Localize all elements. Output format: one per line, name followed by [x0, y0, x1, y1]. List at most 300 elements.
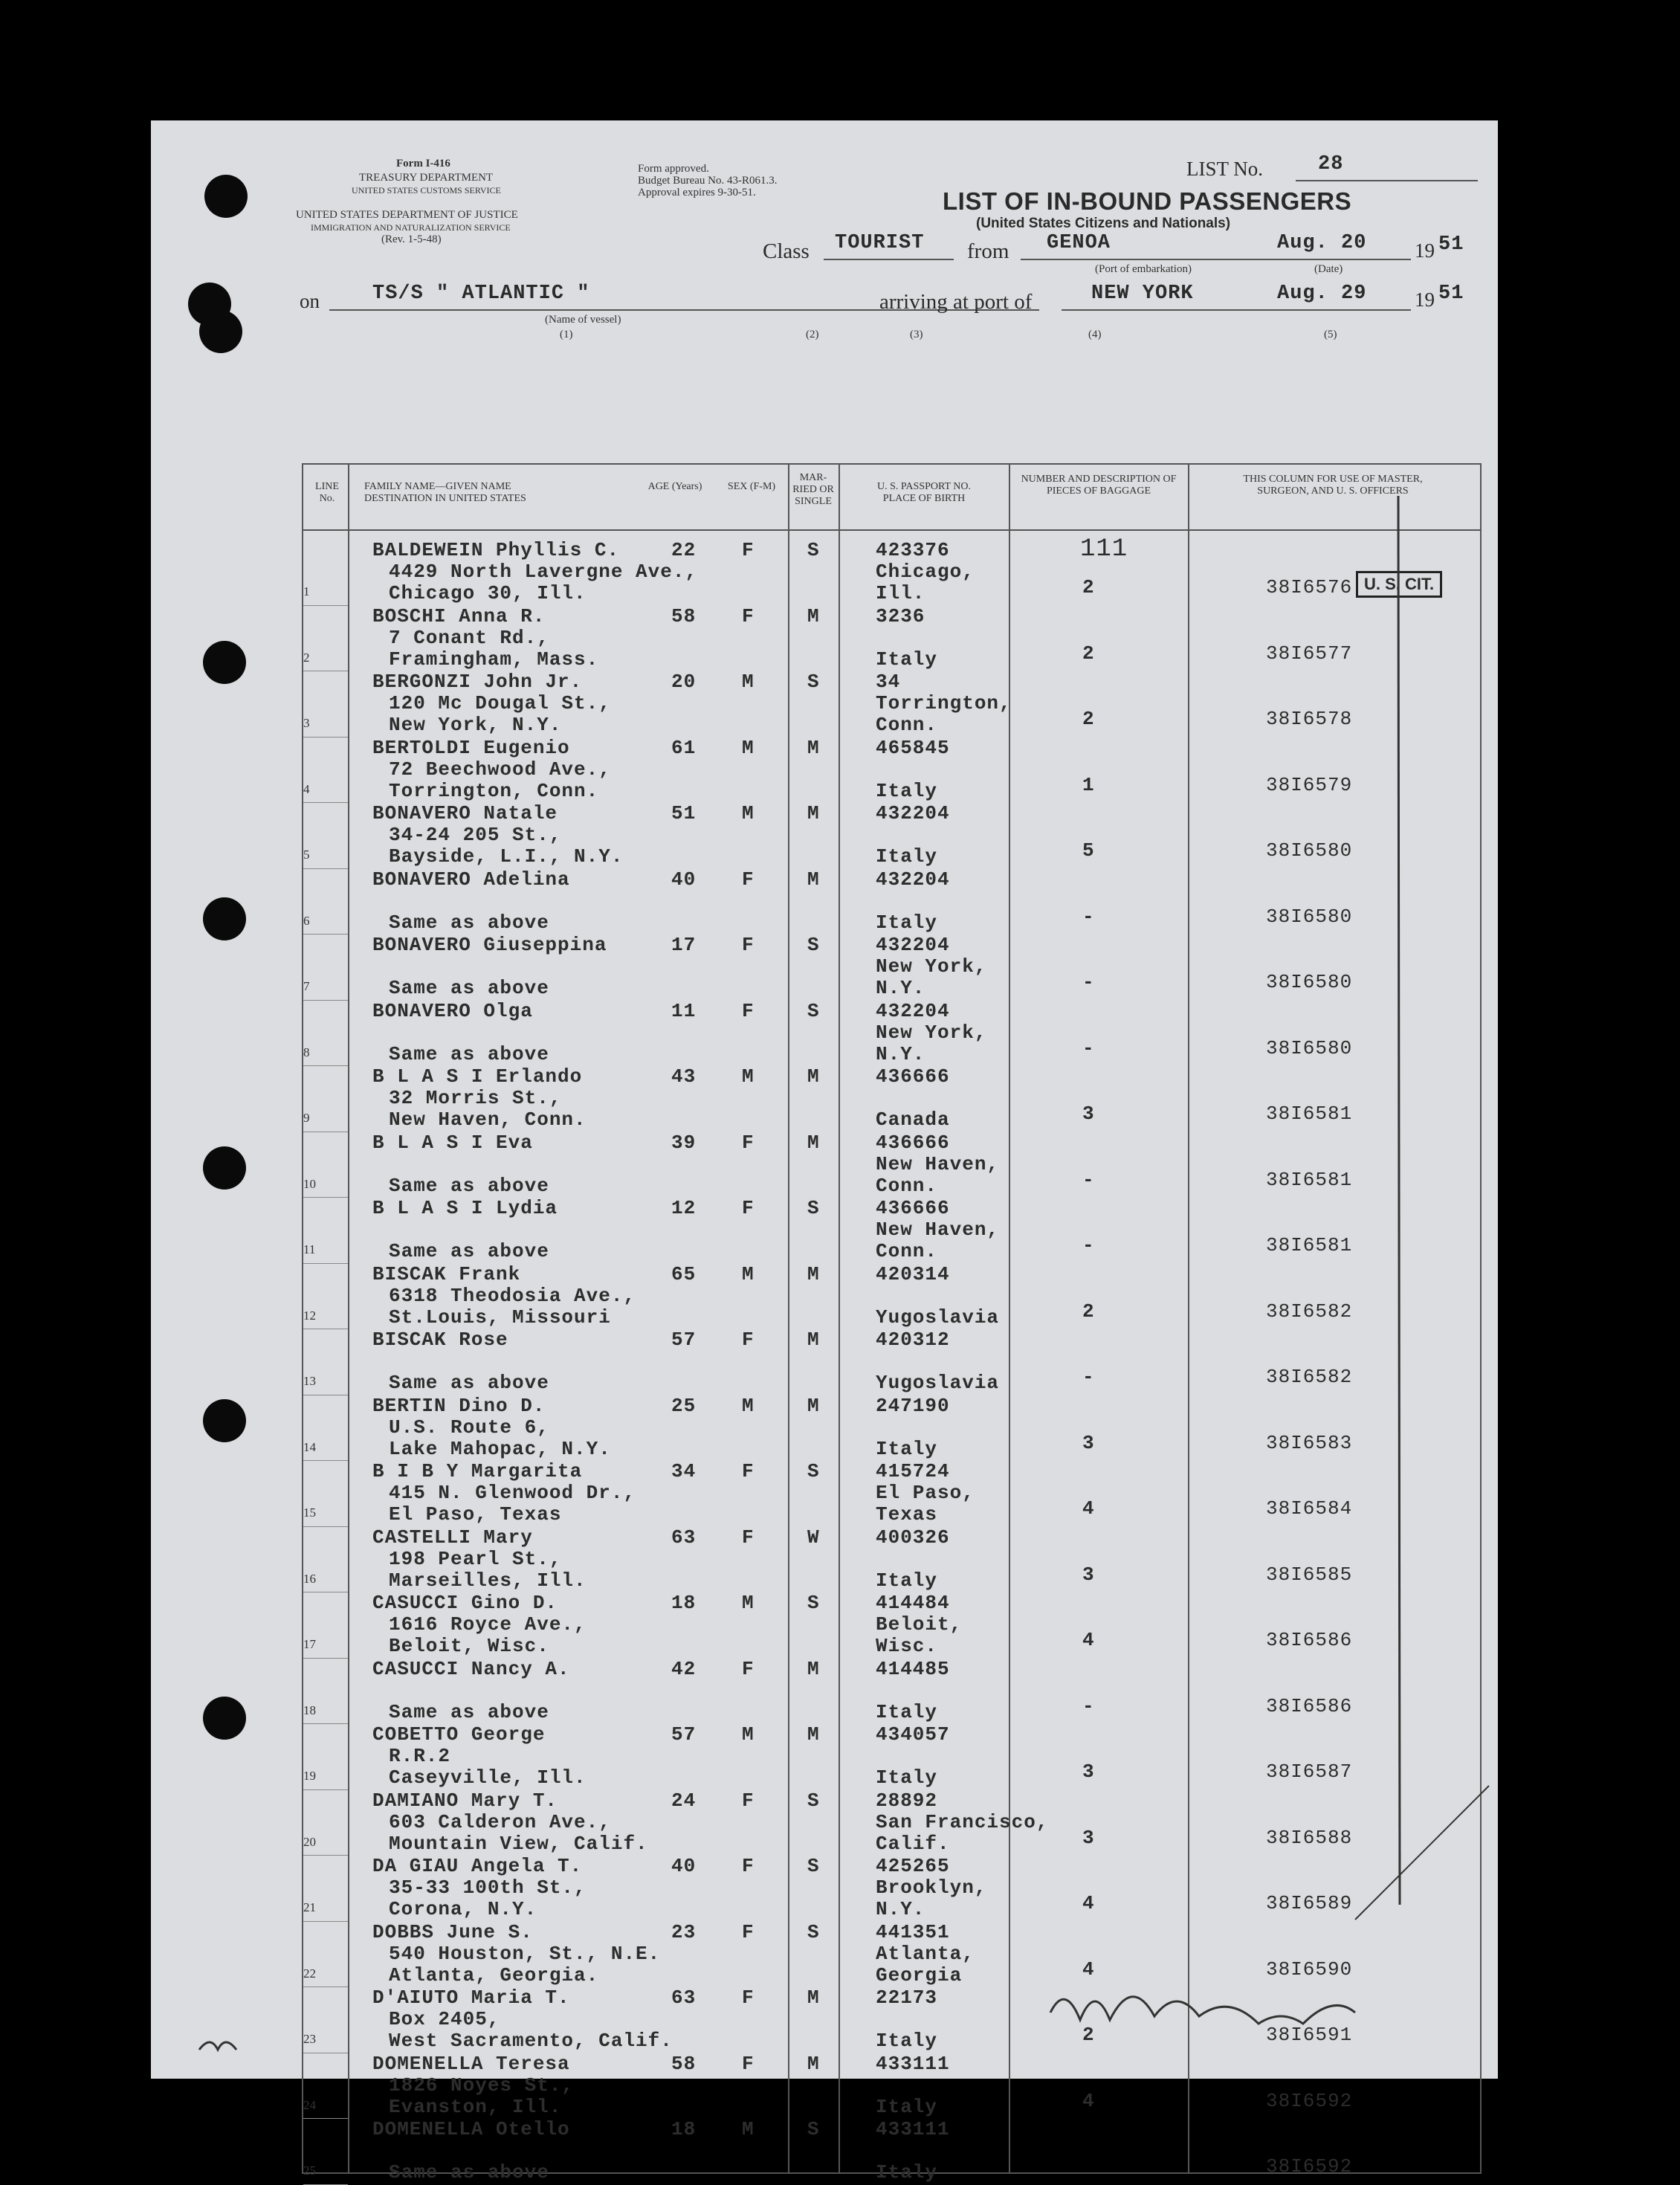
officer-number: 38I6590 — [1266, 1958, 1353, 1981]
passport-number: 400326 — [876, 1526, 950, 1549]
marital-status: S — [807, 1460, 820, 1482]
officer-number: 38I6588 — [1266, 1826, 1353, 1849]
departure-date: Aug. 20 — [1277, 232, 1367, 254]
line-number: 1 — [303, 584, 310, 598]
baggage-count: 1 — [1082, 773, 1095, 796]
passenger-name: DOMENELLA Teresa — [372, 2052, 570, 2075]
officer-number: 38I6580 — [1266, 1036, 1353, 1059]
passport-number: 436666 — [876, 1065, 950, 1088]
line-number: 15 — [303, 1505, 316, 1520]
passenger-name: BISCAK Rose — [372, 1329, 508, 1351]
marital-status: M — [807, 1723, 820, 1746]
birthplace-line-2: Ill. — [876, 582, 925, 604]
birthplace-line-1: Beloit, — [876, 1613, 963, 1636]
passenger-name: BALDEWEIN Phyllis C. — [372, 539, 620, 561]
arrival-port: NEW YORK — [1091, 283, 1194, 305]
destination-line-2: Atlanta, Georgia. — [389, 1963, 599, 1986]
line-number: 17 — [303, 1637, 316, 1651]
destination-line-2: St.Louis, Missouri — [389, 1305, 611, 1329]
list-no-label: LIST No. — [1186, 158, 1264, 180]
col-num-2: (2) — [806, 329, 819, 341]
customs-service: UNITED STATES CUSTOMS SERVICE — [352, 185, 501, 196]
baggage-count: - — [1082, 1036, 1095, 1059]
passenger-age: 61 — [671, 736, 697, 759]
line-number: 18 — [303, 1703, 316, 1717]
marital-status: S — [807, 1920, 820, 1943]
passenger-age: 17 — [671, 934, 697, 956]
vessel-name: TS/S " ATLANTIC " — [372, 283, 590, 305]
passenger-sex: M — [742, 1262, 755, 1285]
destination-line-1: 540 Houston, St., N.E. — [389, 1942, 661, 1965]
marital-status: S — [807, 2118, 820, 2140]
marital-status: M — [807, 1329, 820, 1351]
line-number: 8 — [303, 1045, 310, 1059]
passenger-name: CASUCCI Gino D. — [372, 1592, 558, 1614]
birthplace-line-1: New Haven, — [876, 1152, 1000, 1175]
birthplace-line-2: Yugoslavia — [876, 1305, 1000, 1329]
destination-line-2: Same as above — [389, 2161, 549, 2184]
baggage-count: - — [1082, 905, 1095, 928]
line-number: 24 — [303, 2097, 316, 2112]
birthplace-line-2: N.Y. — [876, 1042, 925, 1065]
officer-number: 38I6586 — [1266, 1694, 1353, 1717]
passenger-name: DOMENELLA Otello — [372, 2118, 570, 2140]
birthplace-line-2: Italy — [876, 2030, 938, 2052]
marital-status: S — [807, 934, 820, 956]
officer-number: 38I6581 — [1266, 1168, 1353, 1191]
marital-status: M — [807, 1657, 820, 1680]
passport-number: 423376 — [876, 539, 950, 561]
destination-line-1: 120 Mc Dougal St., — [389, 692, 611, 714]
birthplace-line-2: Italy — [876, 1700, 938, 1723]
passport-number: 432204 — [876, 868, 950, 891]
birthplace-line-1: New York, — [876, 1021, 987, 1044]
birthplace-line-2: Italy — [876, 648, 938, 671]
port-embark-caption: (Port of embarkation) — [1095, 263, 1192, 275]
birthplace-line-2: Conn. — [876, 1240, 938, 1262]
passenger-name: BERGONZI John Jr. — [372, 671, 583, 693]
year2-prefix: 19 — [1415, 288, 1435, 311]
passenger-age: 39 — [671, 1131, 697, 1154]
passenger-name: BISCAK Frank — [372, 1262, 521, 1285]
passenger-sex: F — [742, 1460, 755, 1482]
marital-status: M — [807, 2052, 820, 2075]
passport-number: 436666 — [876, 1131, 950, 1154]
baggage-count: 4 — [1082, 1892, 1095, 1914]
class-label: Class — [763, 239, 810, 263]
passenger-sex: M — [742, 802, 755, 824]
year1-prefix: 19 — [1415, 239, 1435, 262]
birthplace-line-1: New York, — [876, 955, 987, 978]
passenger-sex: F — [742, 868, 755, 891]
col-head-name: FAMILY NAME—GIVEN NAME DESTINATION IN UNITED STATES — [364, 481, 526, 504]
baggage-count: 2 — [1082, 2024, 1095, 2046]
line-number: 20 — [303, 1834, 316, 1849]
passenger-sex: F — [742, 1131, 755, 1154]
passenger-age: 25 — [671, 1394, 697, 1417]
year1-value: 51 — [1438, 233, 1464, 256]
birthplace-line-1: New Haven, — [876, 1219, 1000, 1241]
officer-number: 38I6580 — [1266, 971, 1353, 993]
birthplace-line-2: Calif. — [876, 1832, 950, 1855]
birthplace-line-2: N.Y. — [876, 977, 925, 999]
birthplace-line-2: Georgia — [876, 1963, 963, 1986]
passenger-age: 63 — [671, 1986, 697, 2009]
passenger-name: B I B Y Margarita — [372, 1460, 583, 1482]
passport-number: 420312 — [876, 1329, 950, 1351]
line-number: 4 — [303, 781, 310, 796]
birthplace-line-1: Torrington, — [876, 692, 1012, 714]
passenger-sex: M — [742, 671, 755, 693]
marital-status: S — [807, 1855, 820, 1877]
destination-line-2: Same as above — [389, 977, 549, 999]
passenger-name: CASUCCI Nancy A. — [372, 1657, 570, 1680]
line-number: 6 — [303, 913, 310, 928]
passenger-sex: F — [742, 604, 755, 627]
passport-number: 22173 — [876, 1986, 938, 2009]
marital-status: M — [807, 1986, 820, 2009]
baggage-count: 4 — [1082, 1629, 1095, 1651]
baggage-count: - — [1082, 1168, 1095, 1191]
birthplace-line-2: Italy — [876, 1569, 938, 1592]
destination-line-2: Lake Mahopac, N.Y. — [389, 1437, 611, 1460]
destination-line-1: 7 Conant Rd., — [389, 626, 549, 649]
treasury-dept: TREASURY DEPARTMENT — [359, 172, 494, 184]
passenger-age: 11 — [671, 999, 697, 1022]
passenger-age: 40 — [671, 1855, 697, 1877]
birthplace-line-2: Texas — [876, 1503, 938, 1526]
baggage-count: 2 — [1082, 708, 1095, 730]
passenger-sex: F — [742, 1789, 755, 1812]
passenger-sex: F — [742, 1329, 755, 1351]
passport-number: 433111 — [876, 2052, 950, 2075]
destination-line-2: Evanston, Ill. — [389, 2095, 562, 2118]
baggage-count: - — [1082, 1234, 1095, 1256]
passport-number: 414485 — [876, 1657, 950, 1680]
birthplace-line-2: Conn. — [876, 714, 938, 736]
line-number: 5 — [303, 848, 310, 862]
from-value: GENOA — [1047, 232, 1111, 254]
signature-scribble — [1050, 1997, 1355, 2024]
table-row — [303, 2119, 1480, 2185]
col-head-baggage: NUMBER AND DESCRIPTION OF PIECES OF BAGGAGE — [1021, 474, 1177, 497]
baggage-count: 4 — [1082, 2089, 1095, 2112]
marital-status: S — [807, 1197, 820, 1219]
passenger-name: B L A S I Eva — [372, 1131, 533, 1154]
passenger-sex: M — [742, 1592, 755, 1614]
passenger-sex: M — [742, 1723, 755, 1746]
birthplace-line-2: Italy — [876, 845, 938, 868]
destination-line-1: Box 2405, — [389, 2008, 500, 2030]
line-number: 12 — [303, 1308, 316, 1323]
destination-line-1: 415 N. Glenwood Dr., — [389, 1482, 636, 1504]
marital-status: S — [807, 1592, 820, 1614]
col-head-age: AGE (Years) — [647, 481, 702, 492]
destination-line-1: 34-24 205 St., — [389, 824, 562, 846]
officer-number: 38I6583 — [1266, 1431, 1353, 1454]
destination-line-2: Beloit, Wisc. — [389, 1635, 549, 1657]
baggage-count: 2 — [1082, 576, 1095, 598]
passport-number: 433111 — [876, 2118, 950, 2140]
passenger-name: DAMIANO Mary T. — [372, 1789, 558, 1812]
date-caption: (Date) — [1314, 263, 1343, 275]
passenger-age: 23 — [671, 1920, 697, 1943]
line-number: 11 — [303, 1242, 316, 1256]
baggage-count: 3 — [1082, 1103, 1095, 1125]
destination-line-2: New York, N.Y. — [389, 714, 562, 736]
passenger-name: DA GIAU Angela T. — [372, 1855, 583, 1877]
passenger-age: 43 — [671, 1065, 697, 1088]
destination-line-1: 1826 Noyes St., — [389, 2073, 575, 2097]
destination-line-2: Marseilles, Ill. — [389, 1569, 587, 1592]
marital-status: M — [807, 1394, 820, 1417]
officer-number: 38I6576 — [1266, 576, 1353, 598]
line-number: 14 — [303, 1439, 316, 1454]
passport-number: 414484 — [876, 1592, 950, 1614]
line-number: 23 — [303, 2032, 316, 2046]
baggage-count: 4 — [1082, 1497, 1095, 1520]
passenger-age: 20 — [671, 671, 697, 693]
marital-status: M — [807, 1065, 820, 1088]
officer-number: 38I6580 — [1266, 839, 1353, 862]
passport-number: 434057 — [876, 1723, 950, 1746]
col-head-passport: U. S. PASSPORT NO. PLACE OF BIRTH — [877, 481, 971, 504]
marital-status: M — [807, 604, 820, 627]
manifest-page — [151, 120, 1498, 2184]
line-number: 25 — [303, 2163, 316, 2178]
birthplace-line-2: Italy — [876, 911, 938, 934]
passenger-age: 58 — [671, 2052, 697, 2075]
form-revision: (Rev. 1-5-48) — [381, 233, 442, 245]
passport-number: 441351 — [876, 1920, 950, 1943]
col-head-married: MAR-RIED OR SINGLE — [792, 472, 834, 507]
justice-dept: UNITED STATES DEPARTMENT OF JUSTICE — [296, 209, 518, 221]
arrival-date: Aug. 29 — [1277, 283, 1367, 305]
passenger-name: BONAVERO Natale — [372, 802, 558, 824]
destination-line-1: 32 Morris St., — [389, 1087, 562, 1109]
col-head-line: LINE No. — [315, 481, 339, 504]
approval-expires: Approval expires 9-30-51. — [638, 187, 756, 199]
passenger-sex: M — [742, 2118, 755, 2140]
on-label: on — [300, 290, 320, 312]
birthplace-line-2: Italy — [876, 1766, 938, 1789]
manifest-subtitle: (United States Citizens and Nationals) — [976, 216, 1231, 231]
destination-line-2: Same as above — [389, 911, 549, 934]
baggage-count: 3 — [1082, 1563, 1095, 1586]
passport-number: 247190 — [876, 1394, 950, 1417]
marital-status: S — [807, 671, 820, 693]
passenger-name: COBETTO George — [372, 1723, 546, 1746]
passenger-age: 12 — [671, 1197, 697, 1219]
bracket-line — [1398, 496, 1400, 1905]
passenger-sex: F — [742, 1855, 755, 1877]
destination-line-1: 198 Pearl St., — [389, 1547, 562, 1570]
col-num-1: (1) — [560, 329, 573, 341]
passenger-age: 51 — [671, 802, 697, 824]
passenger-sex: F — [742, 2052, 755, 2075]
destination-line-2: Bayside, L.I., N.Y. — [389, 845, 624, 868]
baggage-count: - — [1082, 1694, 1095, 1717]
baggage-count: - — [1082, 1366, 1095, 1388]
officer-number: 38I6592 — [1266, 2089, 1353, 2112]
destination-line-2: Same as above — [389, 1240, 549, 1262]
birthplace-line-2: Italy — [876, 1437, 938, 1460]
passenger-name: BERTIN Dino D. — [372, 1394, 546, 1417]
line-number: 16 — [303, 1571, 316, 1586]
passenger-age: 40 — [671, 868, 697, 891]
passport-number: 3236 — [876, 604, 925, 627]
marital-status: W — [807, 1526, 820, 1549]
passenger-sex: F — [742, 1657, 755, 1680]
baggage-count: 3 — [1082, 1826, 1095, 1849]
passenger-age: 18 — [671, 2118, 697, 2140]
passenger-name: CASTELLI Mary — [372, 1526, 533, 1549]
destination-line-2: Same as above — [389, 1700, 549, 1723]
officer-number: 38I6580 — [1266, 905, 1353, 928]
passport-number: 432204 — [876, 934, 950, 956]
birthplace-line-1: Atlanta, — [876, 1942, 975, 1965]
officer-number: 38I6578 — [1266, 708, 1353, 730]
class-value: TOURIST — [835, 232, 925, 254]
birthplace-line-2: Italy — [876, 2161, 938, 2184]
arriving-label: arriving at port of — [879, 290, 1033, 314]
passport-number: 432204 — [876, 802, 950, 824]
destination-line-2: Mountain View, Calif. — [389, 1832, 648, 1855]
officer-number: 38I6586 — [1266, 1629, 1353, 1651]
line-number: 7 — [303, 979, 310, 993]
passenger-age: 34 — [671, 1460, 697, 1482]
destination-line-1: 72 Beechwood Ave., — [389, 758, 611, 781]
birthplace-line-2: Canada — [876, 1108, 950, 1131]
destination-line-1: 1616 Royce Ave., — [389, 1613, 587, 1636]
passenger-age: 18 — [671, 1592, 697, 1614]
row-rule — [303, 2184, 348, 2185]
passenger-age: 57 — [671, 1723, 697, 1746]
destination-line-2: Same as above — [389, 1174, 549, 1197]
passport-number: 415724 — [876, 1460, 950, 1482]
birthplace-line-2: Yugoslavia — [876, 1372, 1000, 1394]
line-number: 13 — [303, 1374, 316, 1388]
officer-number: 38I6577 — [1266, 642, 1353, 665]
us-citizen-stamp: U. S. CIT. — [1356, 571, 1442, 598]
marital-status: M — [807, 1131, 820, 1154]
passenger-name: B L A S I Lydia — [372, 1197, 558, 1219]
passport-number: 436666 — [876, 1197, 950, 1219]
passenger-age: 57 — [671, 1329, 697, 1351]
birthplace-line-1: Brooklyn, — [876, 1876, 987, 1899]
destination-line-2: Chicago 30, Ill. — [389, 582, 587, 604]
from-label: from — [967, 239, 1009, 263]
destination-line-2: Framingham, Mass. — [389, 648, 599, 671]
passenger-name: BONAVERO Giuseppina — [372, 934, 607, 956]
baggage-count: 3 — [1082, 1431, 1095, 1454]
manifest-title: LIST OF IN-BOUND PASSENGERS — [943, 187, 1352, 215]
destination-line-1: R.R.2 — [389, 1745, 451, 1767]
passenger-age: 22 — [671, 539, 697, 561]
passenger-name: BONAVERO Olga — [372, 999, 533, 1022]
ins-service: IMMIGRATION AND NATURALIZATION SERVICE — [311, 222, 511, 233]
officer-number: 38I6591 — [1266, 2024, 1353, 2046]
baggage-count: 2 — [1082, 1300, 1095, 1323]
passenger-age: 63 — [671, 1526, 697, 1549]
line-number: 19 — [303, 1769, 316, 1783]
marital-status: M — [807, 802, 820, 824]
birthplace-line-2: Wisc. — [876, 1635, 938, 1657]
destination-line-2: West Sacramento, Calif. — [389, 2030, 673, 2052]
passenger-name: BONAVERO Adelina — [372, 868, 570, 891]
line-number: 2 — [303, 650, 310, 665]
marital-status: M — [807, 1262, 820, 1285]
passport-number: 465845 — [876, 736, 950, 759]
passenger-sex: F — [742, 1920, 755, 1943]
passport-number: 420314 — [876, 1262, 950, 1285]
margin-initials — [199, 2042, 236, 2050]
destination-line-2: New Haven, Conn. — [389, 1108, 587, 1131]
passenger-sex: M — [742, 1394, 755, 1417]
line-number: 22 — [303, 1966, 316, 1981]
officer-number: 38I6585 — [1266, 1563, 1353, 1586]
destination-line-2: Corona, N.Y. — [389, 1898, 537, 1920]
passenger-name: BERTOLDI Eugenio — [372, 736, 570, 759]
form-number: Form I-416 — [396, 158, 450, 170]
marital-status: S — [807, 999, 820, 1022]
officer-number: 38I6579 — [1266, 773, 1353, 796]
year2-value: 51 — [1438, 283, 1464, 305]
marital-status: M — [807, 868, 820, 891]
destination-line-2: Same as above — [389, 1042, 549, 1065]
birthplace-line-2: Italy — [876, 2095, 938, 2118]
destination-line-2: Same as above — [389, 1372, 549, 1394]
diagonal-check — [1355, 1786, 1489, 1920]
officer-number: 38I6584 — [1266, 1497, 1353, 1520]
passport-number: 432204 — [876, 999, 950, 1022]
destination-line-1: 4429 North Lavergne Ave., — [389, 561, 698, 583]
birthplace-line-1: El Paso, — [876, 1482, 975, 1504]
birthplace-line-2: N.Y. — [876, 1898, 925, 1920]
vessel-caption: (Name of vessel) — [545, 314, 621, 326]
passenger-name: DOBBS June S. — [372, 1920, 533, 1943]
officer-number: 38I6581 — [1266, 1234, 1353, 1256]
baggage-count: 5 — [1082, 839, 1095, 862]
destination-line-1: 6318 Theodosia Ave., — [389, 1284, 636, 1307]
passport-number: 425265 — [876, 1855, 950, 1877]
birthplace-line-1: San Francisco, — [876, 1810, 1049, 1833]
passport-number: 28892 — [876, 1789, 938, 1812]
passenger-sex: M — [742, 736, 755, 759]
passenger-sex: F — [742, 934, 755, 956]
passenger-name: D'AIUTO Maria T. — [372, 1986, 570, 2009]
baggage-count: 4 — [1082, 1958, 1095, 1981]
officer-number: 38I6582 — [1266, 1366, 1353, 1388]
officer-number: 38I6582 — [1266, 1300, 1353, 1323]
handwritten-marks — [151, 120, 1498, 2079]
line-number: 9 — [303, 1111, 310, 1125]
officer-number: 38I6589 — [1266, 1892, 1353, 1914]
passport-number: 34 — [876, 671, 901, 693]
passenger-sex: F — [742, 539, 755, 561]
officer-number: 38I6581 — [1266, 1103, 1353, 1125]
destination-line-1: U.S. Route 6, — [389, 1416, 549, 1439]
baggage-count: - — [1082, 971, 1095, 993]
baggage-count: 3 — [1082, 1760, 1095, 1783]
passenger-sex: F — [742, 1526, 755, 1549]
officer-number: 38I6587 — [1266, 1760, 1353, 1783]
destination-line-2: Caseyville, Ill. — [389, 1766, 587, 1789]
passenger-sex: M — [742, 1065, 755, 1088]
form-approved: Form approved. — [638, 163, 709, 175]
passenger-name: B L A S I Erlando — [372, 1065, 583, 1088]
passenger-sex: F — [742, 1986, 755, 2009]
